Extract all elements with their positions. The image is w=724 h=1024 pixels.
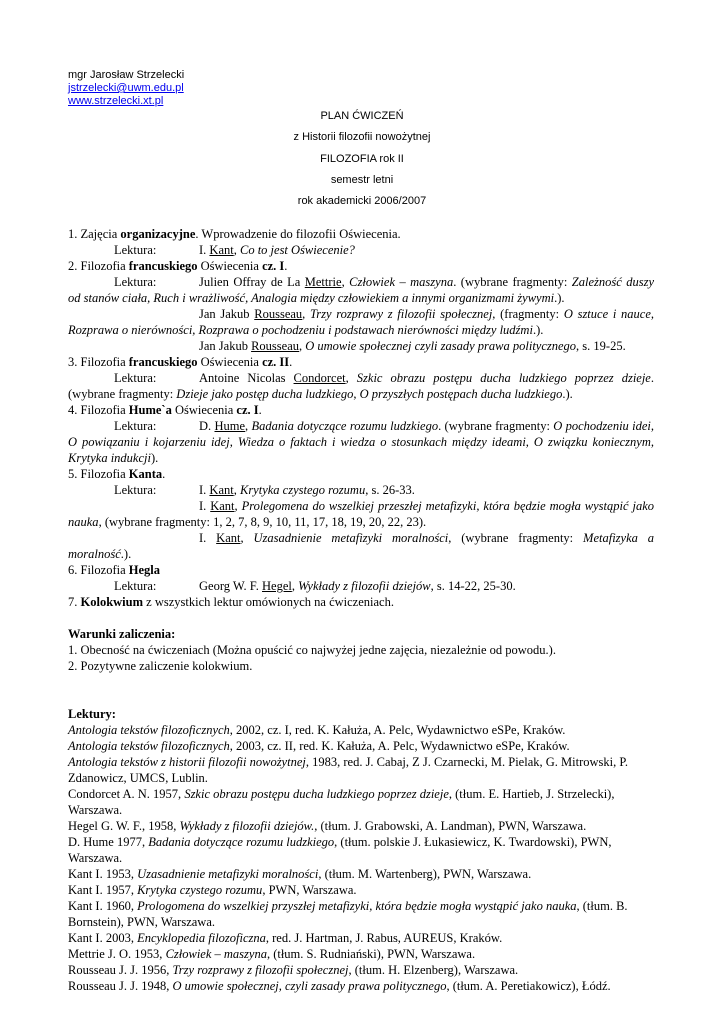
bibliography-entry: D. Hume 1977, Badania dotyczące rozumu ludzkiego, (tłum. polskie J. Łukasiewicz, K. Twardowski), PWN, Warszawa. (68, 835, 612, 865)
plan-item-3-reading-1: Lektura: Antoine Nicolas Condorcet, Szkic obrazu postępu ducha ludzkiego poprzez dzieje. (wybrane fragmenty: Dzieje jako postęp ducha ludzkiego, O przyszłych postępach ducha ludzkiego.). (68, 371, 654, 401)
academic-year: rok akademicki 2006/2007 (297, 195, 427, 208)
plan-item-2-reading-1: Lektura: Julien Offray de La Mettrie, Człowiek – maszyna. (wybrane fragmenty: Zależność duszy od stanów ciała, Ruch i wrażliwość, Analogia między człowiekiem a innymi organizmami żywymi.). (68, 275, 655, 305)
bibliography-entry: Rousseau J. J. 1948, O umowie społecznej, czyli zasady prawa politycznego, (tłum. A. Peretiakowicz), Łódź. (68, 979, 611, 993)
bibliography-entry: Antologia tekstów filozoficznych, 2002, cz. I, red. K. Kałuża, A. Pelc, Wydawnictwo eSPe, Kraków. (68, 723, 566, 737)
bibliography-entry: Condorcet A. N. 1957, Szkic obrazu postępu ducha ludzkiego poprzez dzieje, (tłum. E. Hartieb, J. Strzelecki), Warszawa. (68, 787, 615, 817)
bibliography-entry: Kant I. 2003, Encyklopedia filozoficzna, red. J. Hartman, J. Rabus, AUREUS, Kraków. (68, 931, 503, 945)
document-body (68, 226, 654, 994)
plan-item-2-reading-3: Jan Jakub Rousseau, O umowie społecznej czyli zasady prawa politycznego, s. 19-25. (199, 339, 626, 353)
plan-item-5-reading-1: Lektura: I. Kant, Krytyka czystego rozumu, s. 26-33. (68, 482, 654, 498)
conditions-item-1: 1. Obecność na ćwiczeniach (Można opuścić co najwyżej jedne zajęcia, niezależnie od powodu.). (68, 643, 556, 657)
plan-item-6-reading-1: Lektura: Georg W. F. Hegel, Wykłady z filozofii dziejów, s. 14-22, 25-30. (68, 578, 654, 594)
author-block (68, 69, 184, 108)
bibliography-entry: Kant I. 1953, Uzasadnienie metafizyki moralności, (tłum. M. Wartenberg), PWN, Warszawa. (68, 867, 532, 881)
bibliography-entry: Antologia tekstów z historii filozofii nowożytnej, 1983, red. J. Cabaj, Z J. Czarnecki, M. Pielak, G. Mitrowski, P. Zdanowicz, UMCS, Lublin. (68, 755, 629, 785)
plan-item-5-reading-3: I. Kant, Uzasadnienie metafizyki moralności, (wybrane fragmenty: Metafizyka a moralność.). (68, 531, 654, 561)
reading-label: Lektura: (114, 371, 157, 385)
plan-item-4-reading-1: Lektura: D. Hume, Badania dotyczące rozumu ludzkiego. (wybrane fragmenty: O pochodzeniu idei, O powiązaniu i kojarzeniu idej, Wiedza o faktach i wiedza o stosunkach między ideami, O związku koniecznym, Krytyka indukcji). (68, 419, 654, 465)
author-website-link[interactable]: www.strzelecki.xt.pl (68, 95, 164, 107)
document-header (0, 106, 724, 212)
plan-item-6: 6. Filozofia Hegla (68, 563, 161, 577)
bibliography-entry: Rousseau J. J. 1956, Trzy rozprawy z filozofii społecznej, (tłum. H. Elzenberg), Warszawa. (68, 963, 519, 977)
plan-item-1-reading: Lektura: I. Kant, Co to jest Oświecenie? (68, 242, 654, 258)
plan-item-5: 5. Filozofia Kanta. (68, 467, 166, 481)
course-semester: semestr letni (330, 173, 394, 186)
bibliography-entry: Kant I. 1957, Krytyka czystego rozumu, PWN, Warszawa. (68, 883, 357, 897)
conditions-item-2: 2. Pozytywne zaliczenie kolokwium. (68, 659, 253, 673)
page-title: PLAN ĆWICZEŃ (320, 110, 404, 122)
plan-item-7: 7. Kolokwium z wszystkich lektur omówionych na ćwiczeniach. (68, 595, 394, 609)
plan-item-5-reading-2: I. Kant, Prolegomena do wszelkiej przeszłej metafizyki, która będzie mogła wystąpić jako nauka, (wybrane fragmenty: 1, 2, 7, 8, 9, 10, 11, 17, 18, 19, 20, 22, 23). (68, 499, 654, 529)
plan-item-3: 3. Filozofia francuskiego Oświecenia cz. II. (68, 355, 293, 369)
conditions-heading: Warunki zaliczenia: (68, 627, 176, 641)
conditions-section (68, 626, 654, 674)
author-email-link[interactable]: jstrzelecki@uwm.edu.pl (68, 82, 184, 94)
bibliography-entry: Mettrie J. O. 1953, Człowiek – maszyna, (tłum. S. Rudniański), PWN, Warszawa. (68, 947, 476, 961)
bibliography-entry: Antologia tekstów filozoficznych, 2003, cz. II, red. K. Kałuża, A. Pelc, Wydawnictwo eSPe, Kraków. (68, 739, 570, 753)
plan-item-4: 4. Filozofia Hume`a Oświecenia cz. I. (68, 403, 262, 417)
reading-label: Lektura: (114, 483, 157, 497)
plan-item-2-reading-2: Jan Jakub Rousseau, Trzy rozprawy z filozofii społecznej, (fragmenty: O sztuce i nauce, Rozprawa o nierówności, Rozprawa o pochodzeniu i podstawach nierówności między ludźmi.). (68, 307, 654, 337)
reading-label: Lektura: (114, 243, 157, 257)
course-field: FILOZOFIA rok II (320, 152, 404, 165)
reading-label: Lektura: (114, 579, 157, 593)
bibliography-heading: Lektury: (68, 707, 116, 721)
plan-item-1: 1. Zajęcia organizacyjne. Wprowadzenie do filozofii Oświecenia. (68, 227, 401, 241)
plan-item-2: 2. Filozofia francuskiego Oświecenia cz. I. (68, 259, 288, 273)
reading-label: Lektura: (114, 275, 157, 289)
bibliography-entry: Kant I. 1960, Prologomena do wszelkiej przyszłej metafizyki, która będzie mogła wystąpić jako nauka, (tłum. B. Bornstein), PWN, Warszawa. (68, 899, 628, 929)
course-subject: z Historii filozofii nowożytnej (293, 131, 431, 144)
author-name: mgr Jarosław Strzelecki (68, 69, 185, 81)
bibliography-entry: Hegel G. W. F., 1958, Wykłady z filozofii dziejów., (tłum. J. Grabowski, A. Landman), PWN, Warszawa. (68, 819, 587, 833)
reading-label: Lektura: (114, 419, 157, 433)
bibliography-section (68, 706, 654, 994)
